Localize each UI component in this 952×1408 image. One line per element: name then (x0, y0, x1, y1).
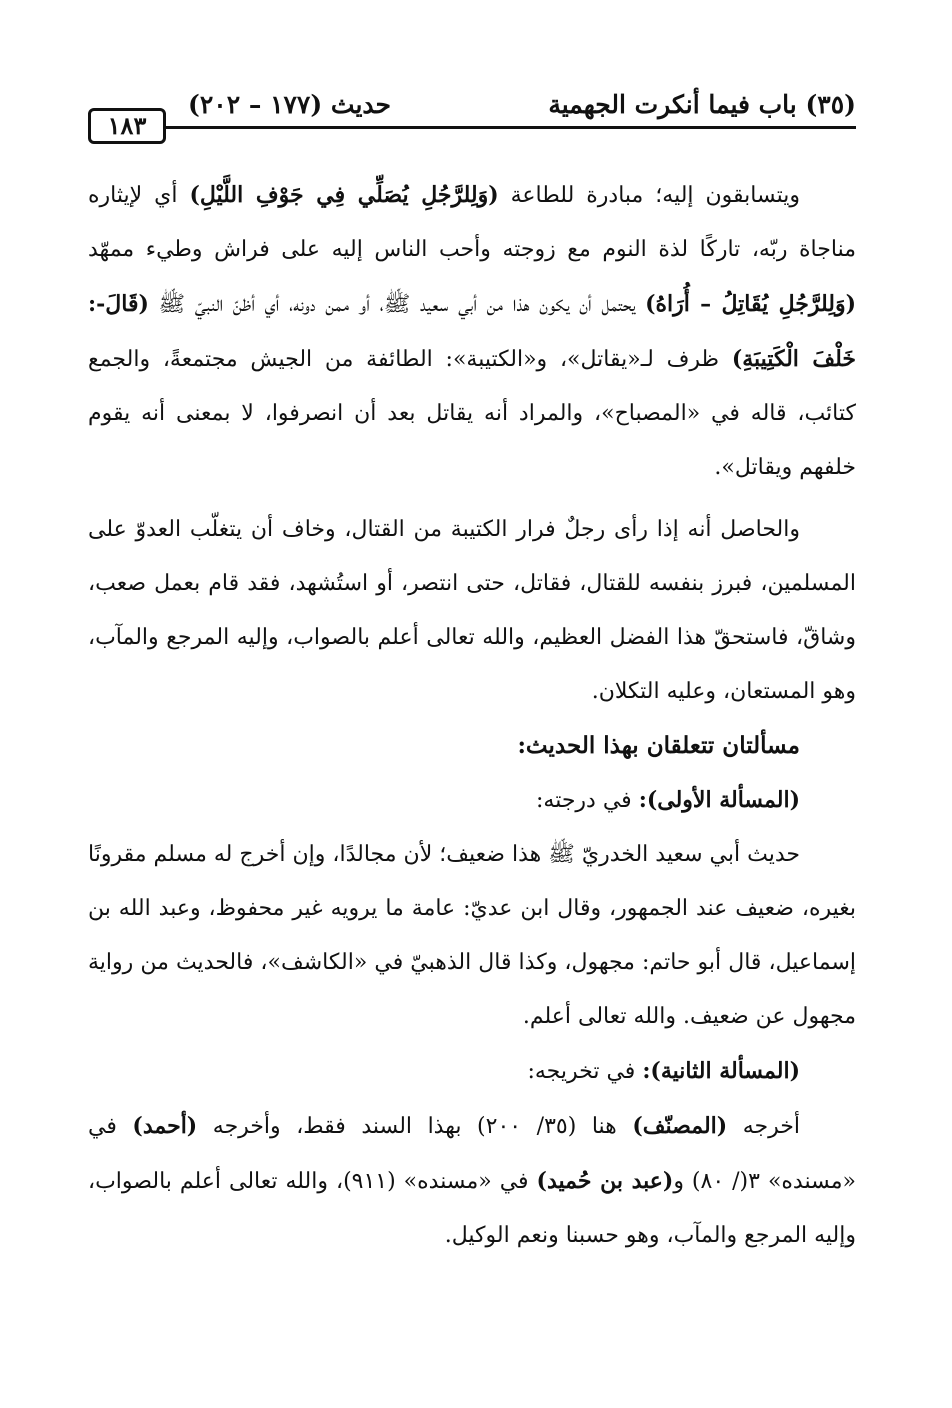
paragraph-summary: والحاصل أنه إذا رأى رجلٌ فرار الكتيبة من القتال، وخاف أن يتغلّب العدوّ على المسلمين، فبرز بنفسه للقتال، فقاتل، حتى انتصر، أو استُشهد، فقد قام بعمل صعب، وشاقّ، فاستحقّ هذا الفضل العظيم، والله تعالى أعلم بالصواب، وإليه المرجع والمآب، وهو المستعان، وعليه التكلان. (88, 517, 856, 704)
quran-quote: (وَلِلرَّجُلِ يُقَاتِلُ – أُرَاهُ) (645, 291, 857, 317)
chapter-title: (٣٥) باب فيما أنكرت الجهمية (548, 90, 856, 119)
paragraph-commentary (88, 168, 856, 495)
page-number: ١٨٣ (88, 108, 166, 144)
text-run: في «مسنده» ٣(/ ٨٠) و (88, 1114, 856, 1194)
source-name: (عبد بن حُميد) (536, 1168, 674, 1194)
problem-label: (المسألة الثانية): (642, 1058, 800, 1084)
problem-two-title (88, 1044, 856, 1099)
source-name: (أحمد) (132, 1113, 198, 1139)
page-body (88, 168, 856, 1263)
page-header (88, 86, 856, 150)
source-name: (المصنّف) (632, 1113, 728, 1139)
text-run: يحتمل أن يكون هذا من أبي سعيد ﷺ، أو ممن دونه، أي أظنّ النبيّ ﷺ (148, 292, 646, 317)
problem-one-title (88, 773, 856, 828)
text-run: أي لإيثاره مناجاة ربّه، تاركًا لذة النوم مع زوجته وأحب الناس إليه على فراش وطيء ممهّد (88, 183, 856, 262)
problem-subject: في درجته: (535, 788, 639, 813)
text-run: ظرف لـ«يقاتل»، و«الكتيبة»: الطائفة من الجيش مجتمعةً، والجمع كتائب، قاله في «المصباح»، والمراد أنه يقاتل بعد أن انصرفوا، لا بمعنى أنه يقوم خلفهم ويقاتل». (88, 347, 856, 480)
hadith-range: حديث (١٧٧ – ٢٠٢) (188, 90, 391, 119)
text-run: أخرجه (727, 1114, 800, 1139)
text-run: ويتسابقون إليه؛ مبادرة للطاعة (498, 183, 800, 208)
problem-label: (المسألة الأولى): (638, 787, 800, 813)
text-run: في «مسنده» (٩١١)، والله تعالى أعلم بالصواب، وإليه المرجع والمآب، وهو حسبنا ونعم الوكيل. (88, 1169, 856, 1248)
text-run: هنا (٣٥/ ٢٠٠) بهذا السند فقط، وأخرجه (197, 1114, 633, 1139)
section-heading: مسألتان تتعلقان بهذا الحديث: (517, 732, 800, 759)
problem-subject: في تخريجه: (527, 1059, 643, 1084)
quran-quote: (قَالَ-: خَلْفَ الْكَتِيبَةِ) (88, 291, 856, 372)
problem-two-body (88, 1099, 856, 1263)
problem-one-body: حديث أبي سعيد الخدريّ ﷺ هذا ضعيف؛ لأن مجالدًا، وإن أخرج له مسلم مقرونًا بغيره، ضعيف عند الجمهور، وقال ابن عديّ: عامة ما يرويه غير محفوظ، وعبد الله بن إسماعيل، قال أبو حاتم: مجهول، وكذا قال الذهبيّ في «الكاشف»، فالحديث من رواية مجهول عن ضعيف. والله تعالى أعلم. (88, 842, 856, 1029)
quran-quote: (وَلِلرَّجُلِ يُصَلِّي فِي جَوْفِ اللَّيْلِ) (189, 182, 499, 208)
header-rule (88, 126, 856, 129)
